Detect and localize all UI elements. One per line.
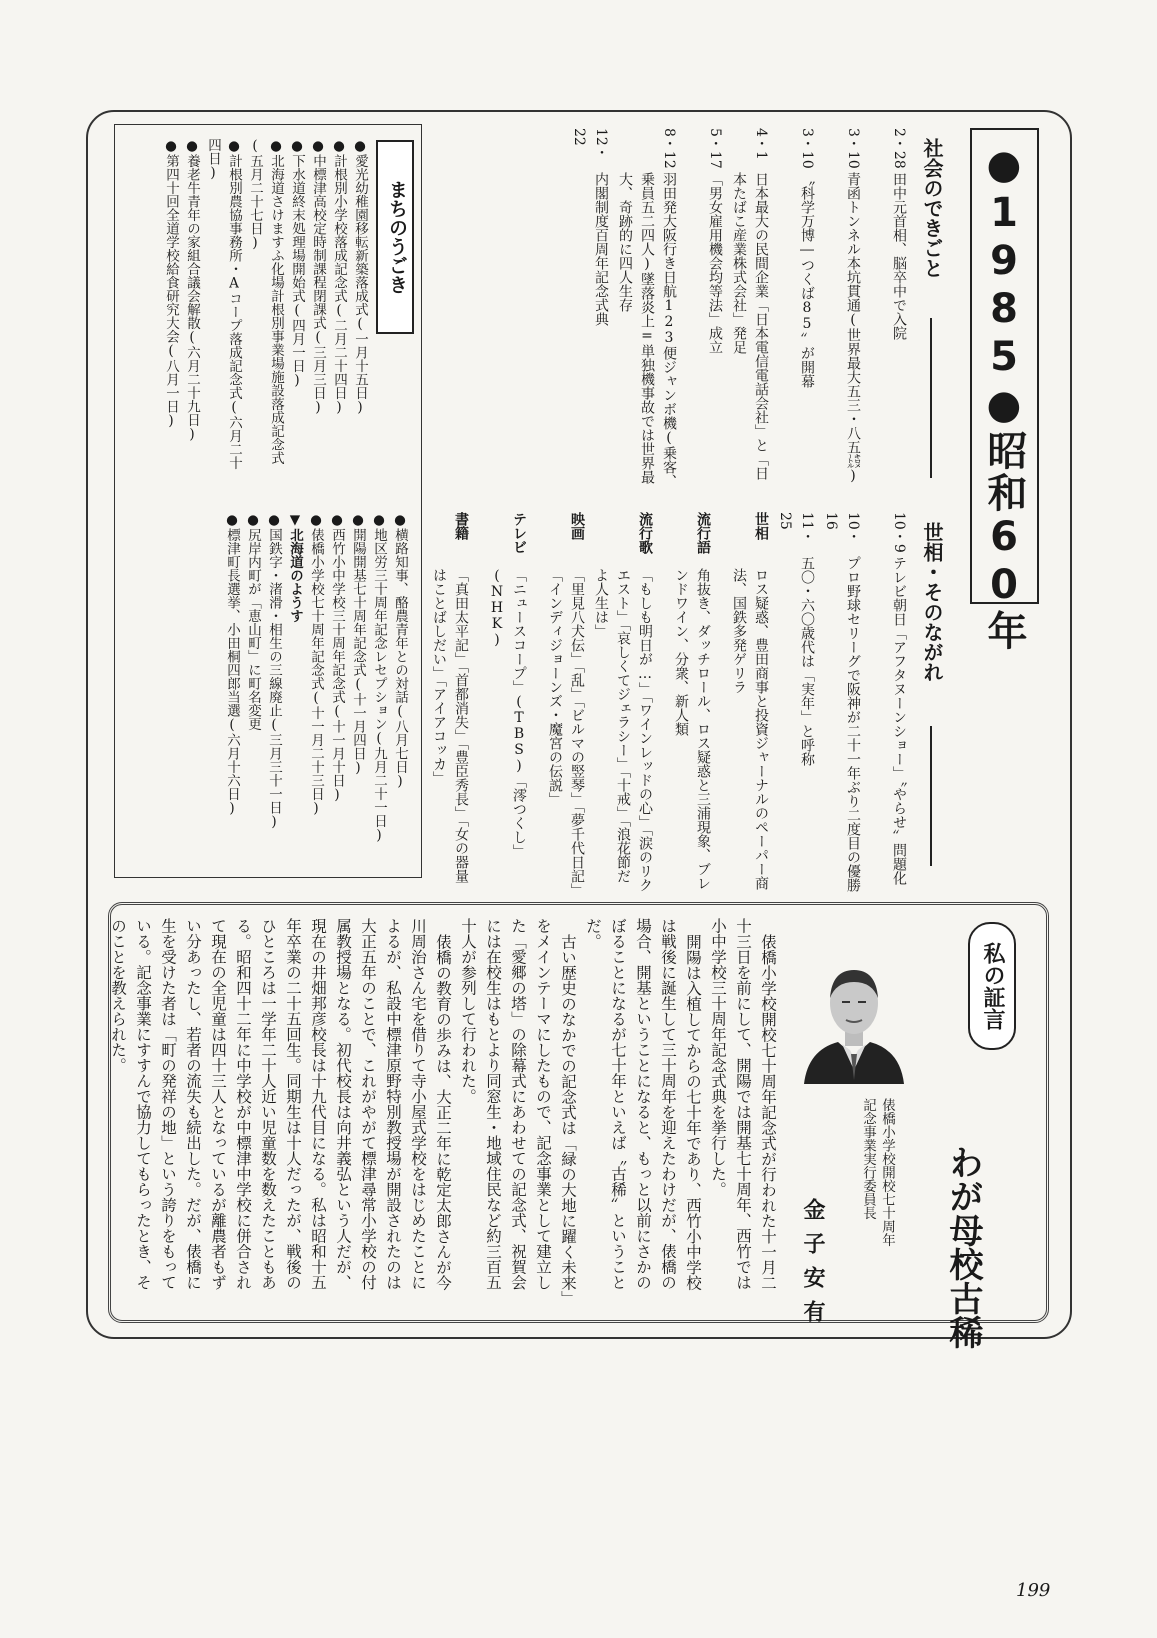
machi-item: 北海道さけますふ化場計根別事業場施設落成記念式(五月二十七日) (247, 138, 284, 465)
machi-item: 中標津高校定時制課程閉課式(三月三日) (310, 154, 326, 416)
machi-item: 地区労三十周年記念レセプション(九月二十一日) (371, 528, 387, 844)
sesou-event-date: 10・16 (823, 512, 861, 544)
sesou-category-text: 「ニュースコープ」(TBS)「澪つくし」(NHK) (489, 568, 527, 858)
society-events (571, 128, 910, 488)
sesou-category (416, 512, 472, 892)
society-heading-rule (930, 318, 932, 478)
machi-item: 愛光幼稚園移転新築落成式(一月十五日) (352, 154, 368, 416)
bullet-dot: ● (310, 138, 326, 154)
essay-author: 金子安有 (800, 1198, 826, 1334)
machi-list-item (368, 512, 389, 867)
bullet-dot: ● (331, 138, 347, 154)
sesou-category (716, 512, 772, 892)
machi-list-item (286, 138, 307, 478)
machi-item: 下水道終末処理場開始式(四月一日) (289, 154, 305, 389)
sesou-columns (414, 512, 910, 892)
society-columns (566, 128, 910, 488)
sesou-category-label: テレビ (511, 512, 527, 554)
machi-item: 計根別農協事務所・Aコープ落成記念式(六月二十四日) (205, 138, 242, 470)
society-event (866, 128, 910, 488)
machi-list-item (244, 138, 286, 478)
sesou-events (431, 512, 910, 892)
sesou-event-date: 10・9 (891, 512, 907, 553)
machi-list-item (181, 138, 202, 478)
sesou-heading: 世相・そのながれ (920, 522, 944, 682)
bullet-dot: ● (226, 138, 242, 154)
sesou-category-text: 「もしも明日が…」「ワインレッドの心」「涙のリクエスト」「哀しくてジェラシー」「十戒」「浪花節だよ人生は」 (593, 568, 653, 892)
sesou-category-text: 「里見八犬伝」「乱」「ビルマの竪琴」「夢千代日記」「インディジョーンズ・魔宮の伝説」 (547, 568, 585, 890)
sesou-category-label: 映画 (569, 512, 585, 540)
machi-list-upper (130, 138, 370, 478)
society-event-date: 5・17 (707, 128, 723, 169)
machi-item: 俵橋小学校七十周年記念式(十一月二十三日) (308, 528, 324, 817)
society-event-text: 青函トンネル本坑貫通(世界最大五三・八五㌖) (845, 172, 861, 484)
machi-item: 計根別小学校落成記念式(二月二十四日) (331, 154, 347, 416)
sesou-event-text: テレビ朝日「アフタヌーンショー」〝やらせ〟問題化 (891, 556, 907, 885)
society-event-text: 内閣制度百周年記念式典 (593, 172, 609, 326)
bullet-dot: ● (308, 512, 324, 528)
society-event-date: 12・22 (571, 128, 609, 160)
machi-item: 尻岸内町が「恵山町」に町名変更 (245, 528, 261, 731)
sesou-category-label: 流行語 (695, 512, 711, 554)
sesou-event (820, 512, 864, 892)
society-event-text: 「男女雇用機会均等法」成立 (707, 172, 723, 354)
essay-paragraph: 俵橋小学校開校七十周年記念式が行われた十一月二十三日を前にして、開陽では開基七十周年、西竹では小中学校三十周年記念式典を挙行した。 (709, 918, 777, 1290)
sesou-category (658, 512, 714, 892)
society-event (614, 128, 680, 488)
sesou-category-label: 書籍 (453, 512, 469, 540)
sesou-event-text: 五〇・六〇歳代は「実年」と呼称 (799, 556, 815, 766)
society-event (568, 128, 612, 488)
subtitle-line-2: 記念事業実行委員長 (860, 1098, 876, 1220)
society-event-date: 8・12 (661, 128, 677, 169)
sesou-category (474, 512, 530, 892)
machi-item: 標津町長選挙、小田桐四郎当選(六月十六日) (224, 528, 240, 817)
bullet-dot: ● (163, 138, 179, 154)
society-heading: 社会のできごと (920, 138, 944, 278)
hokkaido-heading: ▼北海道のようす (287, 512, 303, 623)
machi-list-item (326, 512, 347, 867)
sesou-heading-rule (930, 726, 932, 866)
society-event (682, 128, 726, 488)
bullet-dot: ● (224, 512, 240, 528)
society-event-date: 3・10 (799, 128, 815, 169)
society-event-text: 田中元首相、脳卒中で入院 (891, 172, 907, 340)
essay-paragraph: 古い歴史のなかでの記念式は「緑の大地に躍く未来」をメインテーマにしたもので、記念事業として建立した「愛郷の塔」の除幕式にあわせての記念式、祝賀会には在校生はもとより同窓生・地域住民など約三百五十人が参列して行われた。 (459, 918, 577, 1298)
machi-list-item (389, 512, 410, 867)
page-title: ●1985●昭和60年 (981, 142, 1027, 652)
bullet-dot: ● (268, 138, 284, 154)
essay-badge: 私の証言 (968, 922, 1016, 1050)
bullet-dot: ● (266, 512, 282, 528)
society-event-date: 4・1 (753, 128, 769, 160)
machi-list-item (242, 512, 263, 867)
sesou-category-label: 世相 (753, 512, 769, 540)
essay-body (109, 918, 780, 1300)
society-event (728, 128, 772, 488)
sesou-event-text: プロ野球セリーグで阪神が二十一年ぶり二度目の優勝 (845, 556, 861, 892)
machi-list-item (305, 512, 326, 867)
machi-list-item (347, 512, 368, 867)
society-event-text: 日本最大の民間企業「日本電信電話会社」と「日本たばこ産業株式会社」発足 (731, 172, 769, 480)
society-event (820, 128, 864, 488)
sesou-event-date: 11・25 (777, 512, 815, 544)
sesou-category-text: 「真田太平記」「首都消失」「豊臣秀長」「女の器量はことばしだい」「アイアコッカ」 (431, 568, 469, 883)
sesou-category-text: 角抜き、ダッチロール、ロス疑惑と三浦現象、ブレンドワイン、分衆、新人類 (673, 568, 711, 890)
society-event-text: 羽田発大阪行き日航123便ジャンボ機(乗客、乗員五二四人)墜落炎上=単独機事故では世界最大、奇跡的に四人生存 (617, 172, 677, 488)
machi-item: 国鉄字・渚滑・相生の三線廃止(三月三十一日) (266, 528, 282, 830)
society-event-text: 〝科学万博―つくば85〟が開幕 (799, 172, 815, 388)
sesou-category-label: 流行歌 (637, 512, 653, 554)
machi-list-item (202, 138, 244, 478)
page-number: 199 (1016, 1580, 1051, 1601)
machi-item: 開陽開基七十周年記念式(十一月四日) (350, 528, 366, 776)
society-event-date: 2・28 (891, 128, 907, 169)
bullet-dot: ● (352, 138, 368, 154)
bullet-dot: ● (371, 512, 387, 528)
bullet-dot: ● (350, 512, 366, 528)
sesou-category (590, 512, 656, 892)
bullet-dot: ● (289, 138, 305, 154)
machi-list-item (349, 138, 370, 478)
sesou-category-text: ロス疑惑、豊田商事と投資ジャーナルのペーパー商法、国鉄多発ゲリラ (731, 568, 769, 890)
essay-paragraph: 開陽は入植してからの七十年であり、西竹小中学校は戦後に誕生して三十周年を迎えたわけだが、俵橋の場合、開基ということになると、もっと以前にさかのぼることになるが七十年といえば〝古稀〟ということだ。 (584, 918, 702, 1290)
machi-item: 養老牛青年の家組合議会解散(六月二十九日) (184, 154, 200, 443)
machi-list-item (160, 138, 181, 478)
essay-subtitle (858, 1098, 896, 1247)
machi-heading: まちのうごき (376, 140, 414, 334)
sesou-event (774, 512, 818, 892)
machi-list-item (221, 512, 242, 867)
sesou-event (866, 512, 910, 892)
essay-paragraph: 俵橋の教育の歩みは、大正二年に乾定太郎さんが今川周治さん宅を借りて寺小屋式学校をはじめたことによるが、私設中標津原野特別教授場が開設されたのは大正五年のことで、これがやがて標津尋常小学校の付属教授場となる。初代校長は向井義弘という人だが、現在の井畑邦彦校長は十九代目になる。私は昭和十五年卒業の二十五回生。同期生は十人だったが、戦後のひところは一学年二十人近い児童数を数えたこともある。昭和四十二年に中学校が中標津中学校に併合されて現在の全児童は四十三人となっているが離農者もずい分あったし、若者の流失も続出した。だが、俵橋に生を受けた者は「町の発祥の地」という誇りをもっている。記念事業にすすんで協力してもらったとき、そのことを教えられた。 (109, 918, 452, 1290)
sesou-category (532, 512, 588, 892)
machi-item: 第四十回全道学校給食研究大会(八月一日) (163, 154, 179, 429)
bullet-dot: ● (392, 512, 408, 528)
essay-title: わが母校古稀 (943, 1145, 983, 1349)
bullet-dot: ● (329, 512, 345, 528)
author-photo (798, 958, 910, 1084)
society-event-date: 3・10 (845, 128, 861, 169)
machi-list-item (263, 512, 284, 867)
subtitle-line-1: 俵橋小学校開校七十周年 (879, 1098, 895, 1247)
machi-list-item (328, 138, 349, 478)
bullet-dot: ● (245, 512, 261, 528)
bullet-dot: ● (184, 138, 200, 154)
machi-list-item (307, 138, 328, 478)
machi-item: 西竹小中学校三十周年記念式(十一月十日) (329, 528, 345, 803)
society-event (774, 128, 818, 488)
machi-item: 横路知事、酪農青年との対話(八月七日) (392, 528, 408, 790)
machi-list-lower (130, 512, 410, 867)
